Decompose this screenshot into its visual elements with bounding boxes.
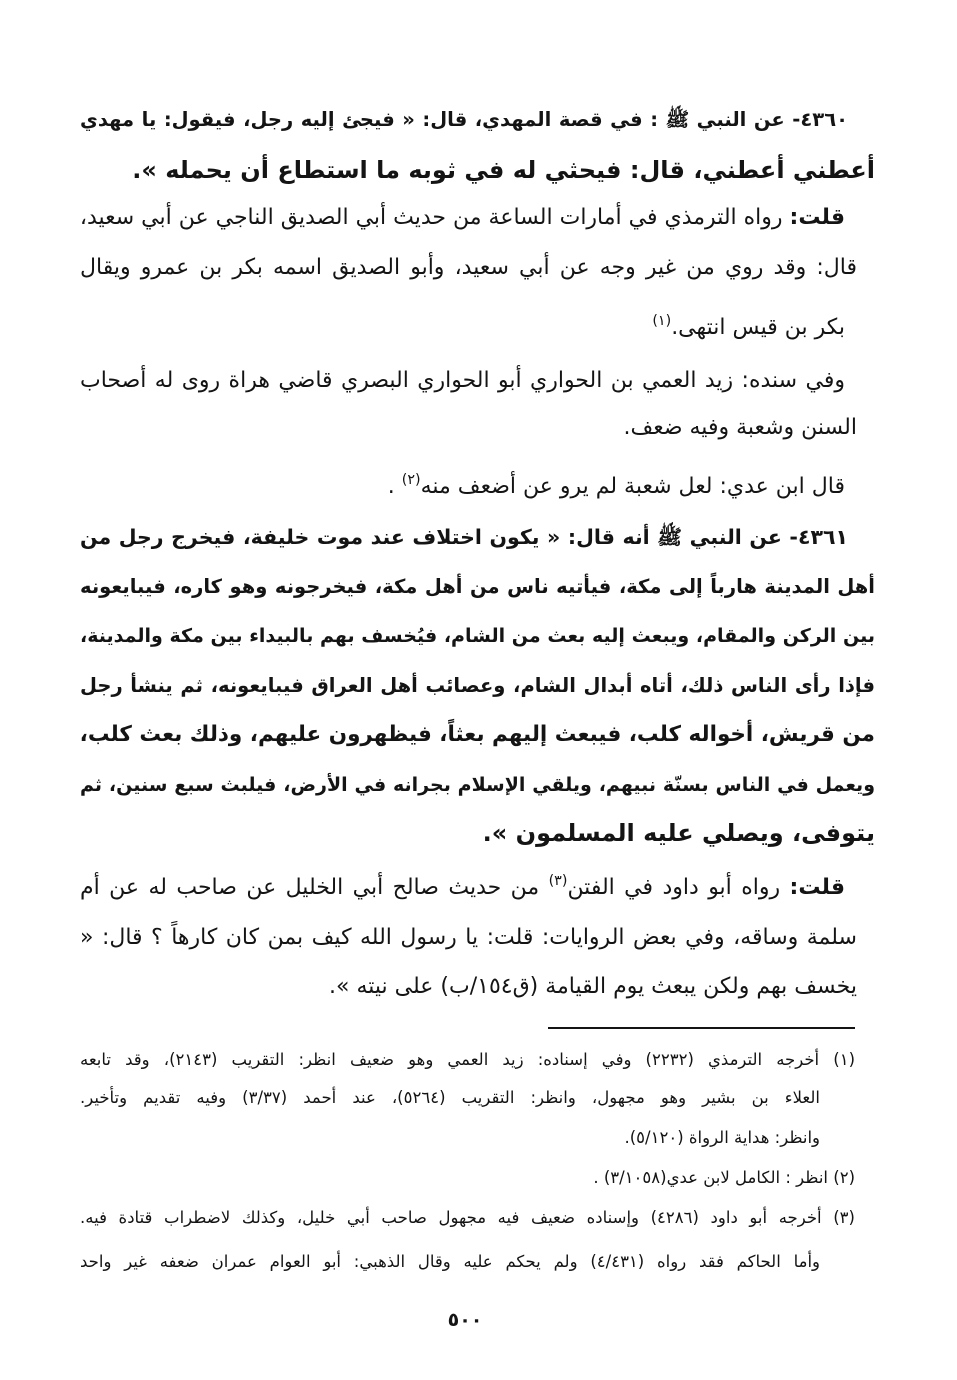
footnote-ref-2: (٢) [401,472,421,489]
footnote-ref-1: (١) [652,313,672,330]
footnote-3-line-2: وأما الحاكم فقد رواه (٤/٤٣١) ولم يحكم عليه وقال الذهبي: أبو العوام عمران ضعفه غير واحد [80,1252,820,1271]
qultu-label: قلت: [789,205,845,230]
footnote-3-line-1: (٣) أخرجه أبو داود (٤٢٨٦) وإسناده ضعيف فيه مجهول صاحب أبي خليل، وكذلك لاضطراب قتادة فيه. [80,1208,855,1227]
hadith-4361-line-2: أهل المدينة هارباً إلى مكة، فيأتيه ناس من أهل مكة، فيخرجونه وهو كاره، فيبايعونه [80,575,875,598]
commentary-4360-line-1 [80,190,845,246]
footnote-ref-3: (٣) [548,873,568,890]
hadith-4361-line-3: بين الركن والمقام، ويبعث إليه بعث من الشام، فيُخسف بهم بالبيداء بين مكة والمدينة، [80,625,875,647]
commentary-4361-line-1-text-b: من حديث صالح أبي الخليل عن صاحب له عن أم [80,875,549,900]
hadith-4361-line-1: ٤٣٦١- عن النبي ﷺ أنه قال: « يكون اختلاف عند موت خليفة، فيخرج رجل من [80,525,848,549]
hadith-4361-line-4: فإذا رأى الناس ذلك، أتاه أبدال الشام، وعصائب أهل العراق فيبايعونه، ثم ينشأ رجل [80,674,875,697]
commentary-4361-line-2: سلمة وساقه، وفي بعض الروايات: قلت: يا رسول الله كيف بمن كان كارهاً ؟ قال: « [80,925,857,950]
footnote-2-line-1: (٢) انظر : الكامل لابن عدي(٣/١٠٥٨) . [593,1168,855,1187]
footnote-1-line-1: (١) أخرجه الترمذي (٢٢٣٢) وفي إسناده: زيد العمي وهو ضعيف انظر: التقريب (٢١٤٣)، وقد تابعه [80,1050,855,1069]
commentary-4361-line-3: يخسف بهم ولكن يبعث يوم القيامة (ق١٥٤/ب) على نيته ». [329,974,857,999]
hadith-4360-line-1: ٤٣٦٠- عن النبي ﷺ : في قصة المهدي، قال: « فيجئ إليه رجل، فيقول: يا مهدي [80,108,848,131]
footnote-1-line-2: العلاء بن بشير وهو مجهول، وانظر: التقريب (٥٢٦٤)، عند أحمد (٣/٣٧) وفيه تقديم وتأخير. [80,1088,820,1107]
commentary-4360-line-3-text: بكر بن قيس انتهى. [671,315,845,340]
commentary-4361-line-1 [80,860,845,916]
hadith-4361-line-6: ويعمل في الناس بسنّة نبيهم، ويلقي الإسلام بجرانه في الأرض، فيلبث سبع سنين، ثم [80,774,875,796]
commentary-4360-line-3 [80,300,845,356]
commentary-4360-line-6-text: قال ابن عدي: لعل شعبة لم يرو عن أضعف منه [420,474,845,499]
commentary-4360-line-5: السنن وشعبة وفيه ضعف. [623,415,857,440]
hadith-4360-line-2: أعطني أعطني، قال: فيحثي له في ثوبه ما استطاع أن يحمله ». [132,156,875,184]
page-number: ٥٠٠ [447,1309,483,1331]
hadith-4361-line-7: يتوفى، ويصلي عليه المسلمون ». [482,819,875,847]
commentary-4360-line-1-text: رواه الترمذي في أمارات الساعة من حديث أبي الصديق الناجي عن أبي سعيد، [80,205,790,230]
footnote-1-line-3: وانظر: هداية الرواة (٥/١٢٠). [624,1128,820,1147]
commentary-4360-line-2: قال: وقد روي من غير وجه عن أبي سعيد، وأبو الصديق اسمه بكر بن عمرو ويقال [80,255,857,280]
hadith-4361-line-5: من قريش، أخواله كلب، فيبعث إليهم بعثاً، فيظهرون عليهم، وذلك بعث كلب، [80,722,875,747]
commentary-4360-line-4: وفي سنده: زيد العمي بن الحواري أبو الحواري البصري قاضي هراة روى له أصحاب [80,368,845,393]
commentary-4360-line-6-end: . [387,474,402,499]
footnote-separator [548,1027,855,1029]
qultu-label: قلت: [789,875,845,900]
commentary-4360-line-6 [80,459,845,515]
commentary-4361-line-1-text-a: رواه أبو داود في الفتن [567,875,790,900]
